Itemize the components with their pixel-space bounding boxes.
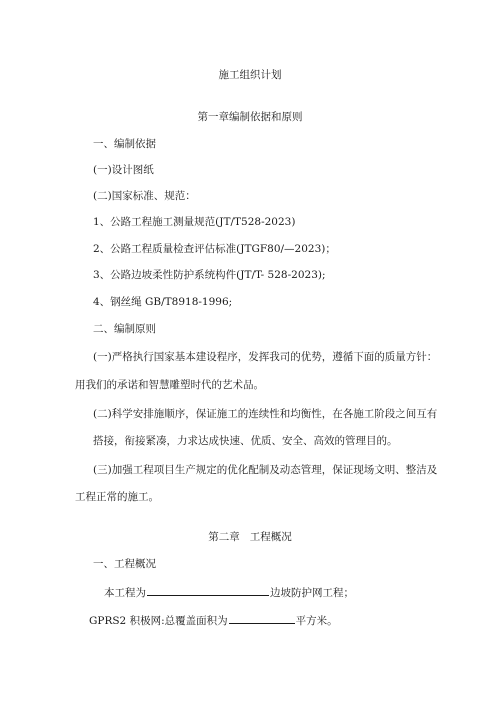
document-title: 施工组织计划	[218, 69, 282, 81]
project-line-prefix: 本工程为	[104, 587, 146, 599]
area-line-prefix: GPRS2 积极网:总覆盖面积为	[89, 615, 228, 627]
standard-item: 4、钢丝绳 GB/T8918-1996;	[93, 296, 233, 308]
principle-2-line1: (二)科学安排施顺序，保证施工的连续性和均衡性，在各施工阶段之间互有	[93, 408, 438, 420]
chapter1-section2: 二、编制原则	[93, 323, 156, 335]
chapter1-item1: (一)设计图纸	[93, 164, 154, 176]
principle-2-line2: 搭接，衔接紧凑，力求达成快速、优质、安全、高效的管理目的。	[93, 435, 398, 447]
area-line	[89, 612, 338, 628]
chapter1-section1: 一、编制依据	[93, 138, 156, 150]
standard-item: 1、公路工程施工测量规范(JT/T528-2023)	[93, 216, 296, 228]
standard-item: 2、公路工程质量检查评估标准(JTGF80/—2023)；	[93, 243, 336, 255]
chapter1-item2: (二)国家标准、规范：	[93, 190, 196, 202]
chapter1-heading: 第一章编制依据和原则	[197, 111, 303, 123]
chapter2-heading: 第二章 工程概况	[208, 531, 292, 543]
principle-1-line1: (一)严格执行国家基本建设程序，发挥我司的优势，遵循下面的质量方针：	[93, 351, 438, 363]
principle-3-line1: (三)加强工程项目生产规定的优化配制及动态管理，保证现场文明、整洁及	[93, 464, 438, 476]
principle-1-line2: 用我们的承诺和智慧雕塑时代的艺术品。	[75, 379, 264, 391]
area-line-suffix: 平方米。	[295, 615, 338, 627]
principle-3-line2: 工程正常的施工。	[75, 491, 159, 503]
chapter2-section1: 一、工程概况	[93, 558, 156, 570]
standard-item: 3、公路边坡柔性防护系统构件(JT/T- 528-2023);	[93, 269, 326, 281]
project-line	[104, 584, 354, 600]
area-blank	[229, 612, 295, 624]
project-line-suffix: 边坡防护网工程；	[270, 587, 354, 599]
project-name-blank	[147, 584, 269, 596]
